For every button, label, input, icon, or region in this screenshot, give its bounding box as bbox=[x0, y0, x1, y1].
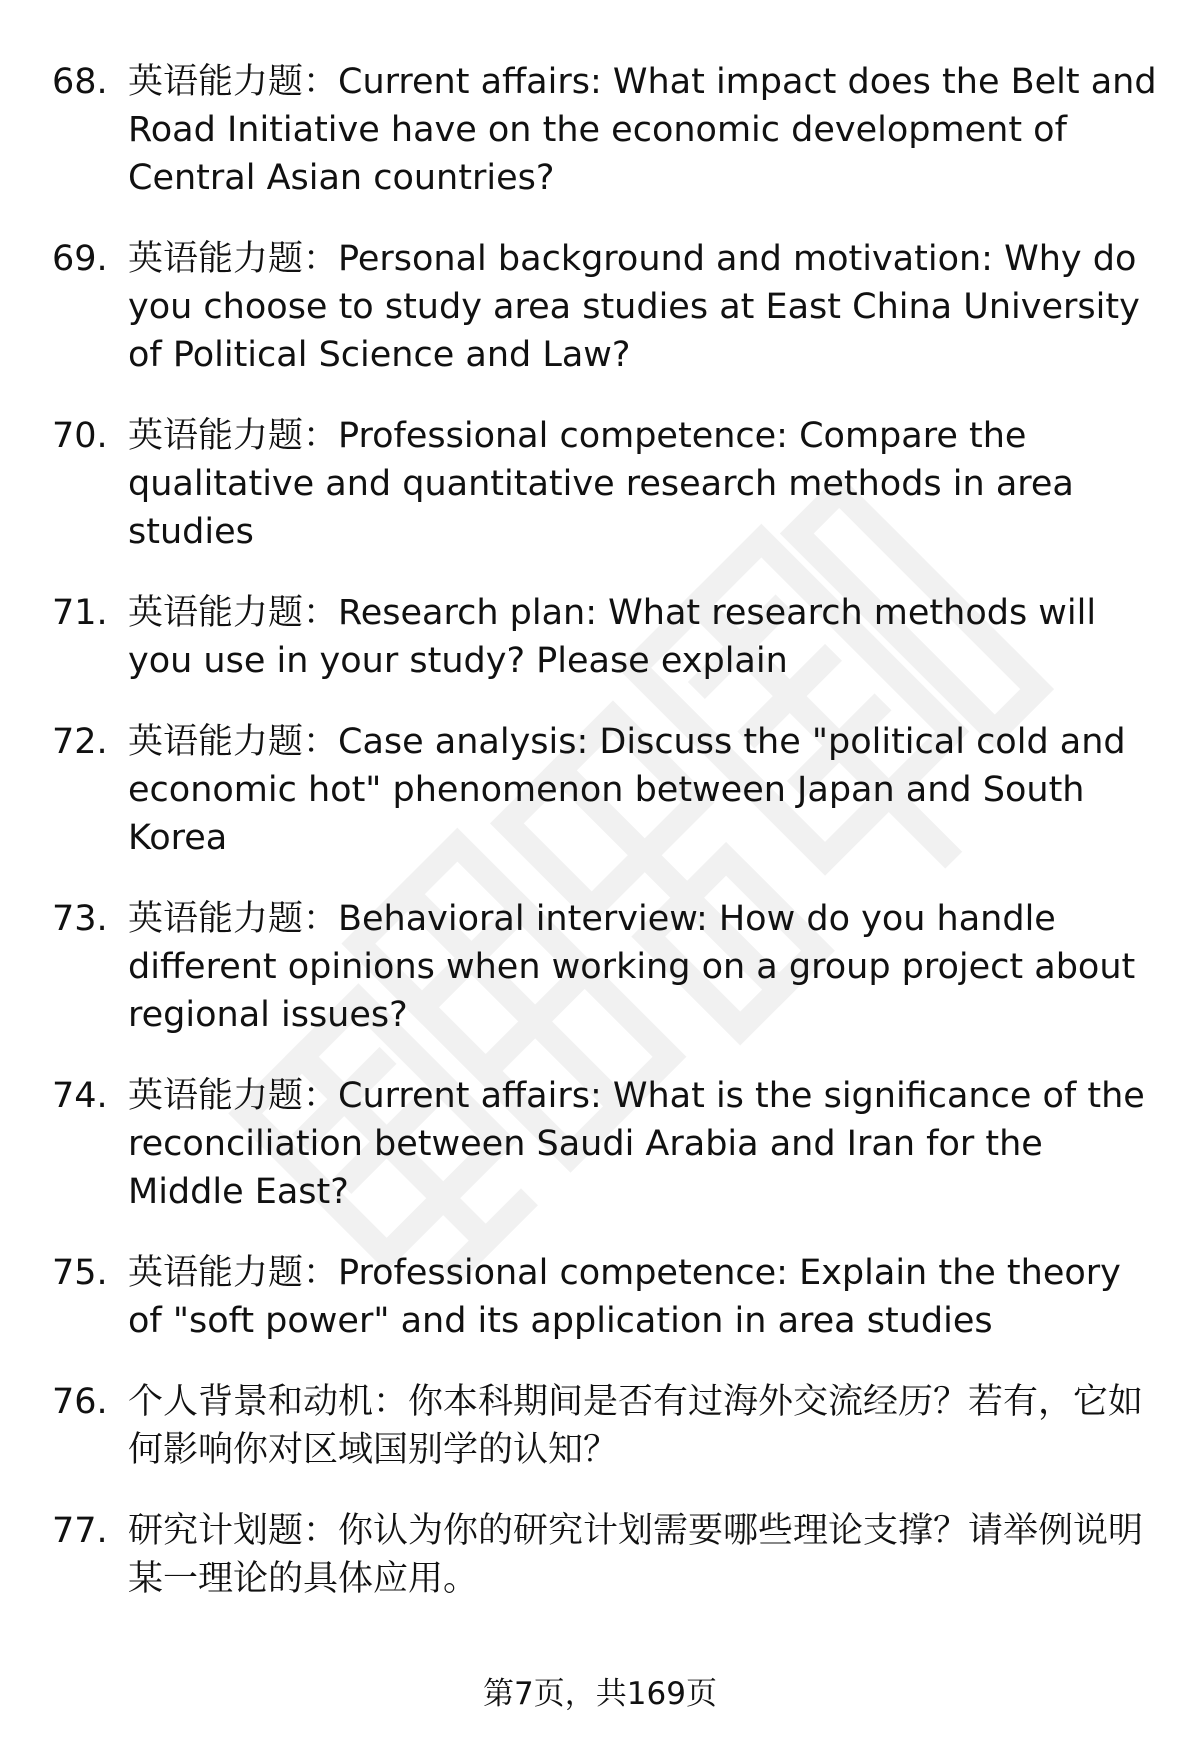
question-number: 77. bbox=[52, 1511, 108, 1551]
question-text: 英语能力题：Research plan: What research methods will you use in your study? Please explain bbox=[128, 593, 1097, 681]
question-text: 研究计划题：你认为你的研究计划需要哪些理论支撑？请举例说明某一理论的具体应用。 bbox=[128, 1511, 1144, 1599]
question-text: 英语能力题：Behavioral interview: How do you handle different opinions when working on a group project about regional issues? bbox=[128, 899, 1136, 1035]
question-text: 个人背景和动机：你本科期间是否有过海外交流经历？若有，它如何影响你对区域国别学的认知？ bbox=[128, 1382, 1144, 1470]
question-item-73 bbox=[52, 895, 1160, 1039]
question-text: 英语能力题：Current affairs: What impact does the Belt and Road Initiative have on the economic development of Central Asian countries? bbox=[128, 62, 1157, 198]
question-item-71 bbox=[52, 589, 1160, 685]
question-number: 76. bbox=[52, 1382, 108, 1422]
question-number: 74. bbox=[52, 1076, 108, 1116]
page-footer: 第7页，共169页 bbox=[483, 1676, 717, 1712]
question-item-69 bbox=[52, 235, 1160, 379]
question-item-74 bbox=[52, 1072, 1160, 1216]
question-text: 英语能力题：Case analysis: Discuss the "political cold and economic hot" phenomenon between Japan and South Korea bbox=[128, 722, 1126, 858]
question-number: 72. bbox=[52, 722, 108, 762]
question-list bbox=[52, 58, 1160, 1603]
question-number: 75. bbox=[52, 1253, 108, 1293]
question-number: 73. bbox=[52, 899, 108, 939]
question-text: 英语能力题：Professional competence: Explain the theory of "soft power" and its application in area studies bbox=[128, 1253, 1121, 1341]
question-item-76 bbox=[52, 1378, 1160, 1474]
question-item-68 bbox=[52, 58, 1160, 202]
question-number: 70. bbox=[52, 416, 108, 456]
question-number: 68. bbox=[52, 62, 108, 102]
question-item-70 bbox=[52, 412, 1160, 556]
question-text: 英语能力题：Professional competence: Compare the qualitative and quantitative research methods in area studies bbox=[128, 416, 1074, 552]
question-text: 英语能力题：Personal background and motivation: Why do you choose to study area studies at East China University of Political Science and Law? bbox=[128, 239, 1140, 375]
question-item-77 bbox=[52, 1507, 1160, 1603]
question-number: 71. bbox=[52, 593, 108, 633]
question-item-72 bbox=[52, 718, 1160, 862]
question-number: 69. bbox=[52, 239, 108, 279]
question-text: 英语能力题：Current affairs: What is the significance of the reconciliation between Saudi Arabia and Iran for the Middle East? bbox=[128, 1076, 1145, 1212]
question-item-75 bbox=[52, 1249, 1160, 1345]
